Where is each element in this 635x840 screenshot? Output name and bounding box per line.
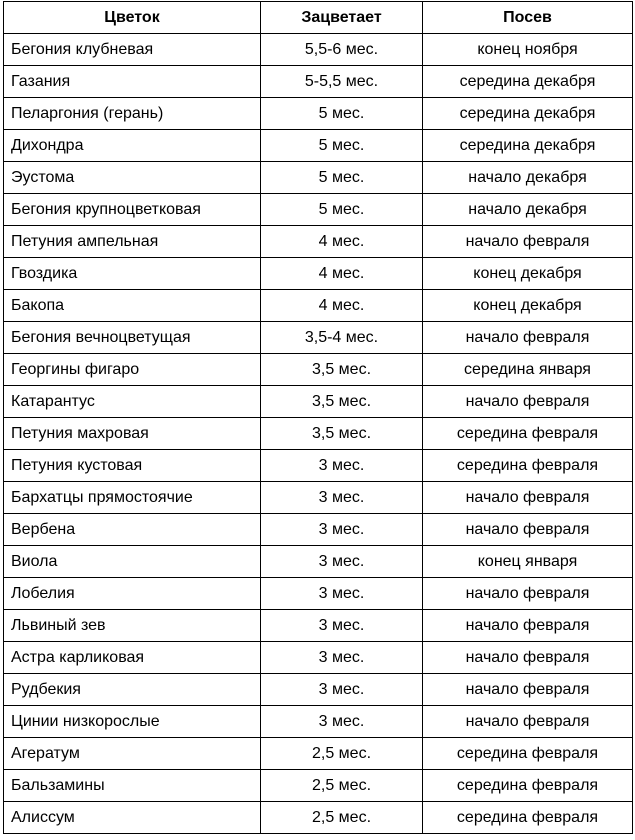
- flower-name-cell: Виола: [4, 546, 261, 578]
- table-row: [4, 610, 633, 642]
- sowing-time-cell: конец ноября: [423, 34, 633, 66]
- sowing-time-cell: начало февраля: [423, 514, 633, 546]
- table-row: [4, 354, 633, 386]
- table-row: [4, 546, 633, 578]
- table-row: [4, 738, 633, 770]
- table-row: [4, 98, 633, 130]
- flower-name-cell: Алиссум: [4, 802, 261, 834]
- bloom-time-cell: 3 мес.: [261, 482, 423, 514]
- table-row: [4, 482, 633, 514]
- sowing-time-cell: начало февраля: [423, 706, 633, 738]
- table-row: [4, 322, 633, 354]
- flower-name-cell: Пеларгония (герань): [4, 98, 261, 130]
- flower-name-cell: Вербена: [4, 514, 261, 546]
- bloom-time-cell: 5-5,5 мес.: [261, 66, 423, 98]
- bloom-time-cell: 3,5-4 мес.: [261, 322, 423, 354]
- bloom-time-cell: 4 мес.: [261, 290, 423, 322]
- sowing-time-cell: начало декабря: [423, 162, 633, 194]
- bloom-time-cell: 2,5 мес.: [261, 770, 423, 802]
- flower-name-cell: Бегония клубневая: [4, 34, 261, 66]
- flower-name-cell: Бархатцы прямостоячие: [4, 482, 261, 514]
- bloom-time-cell: 5 мес.: [261, 162, 423, 194]
- sowing-time-cell: середина января: [423, 354, 633, 386]
- bloom-time-cell: 3,5 мес.: [261, 418, 423, 450]
- table-header-row: [4, 2, 633, 34]
- bloom-time-cell: 3,5 мес.: [261, 354, 423, 386]
- table-row: [4, 642, 633, 674]
- sowing-time-cell: середина февраля: [423, 418, 633, 450]
- bloom-time-cell: 4 мес.: [261, 258, 423, 290]
- flower-name-cell: Эустома: [4, 162, 261, 194]
- flower-name-cell: Катарантус: [4, 386, 261, 418]
- sowing-time-cell: середина февраля: [423, 770, 633, 802]
- sowing-time-cell: начало февраля: [423, 578, 633, 610]
- sowing-time-cell: начало декабря: [423, 194, 633, 226]
- table-row: [4, 66, 633, 98]
- bloom-time-cell: 3 мес.: [261, 706, 423, 738]
- flower-name-cell: Бегония вечноцветущая: [4, 322, 261, 354]
- table-row: [4, 226, 633, 258]
- header-flower: Цветок: [4, 2, 261, 34]
- flower-name-cell: Рудбекия: [4, 674, 261, 706]
- flower-name-cell: Дихондра: [4, 130, 261, 162]
- bloom-time-cell: 5 мес.: [261, 130, 423, 162]
- bloom-time-cell: 4 мес.: [261, 226, 423, 258]
- table-row: [4, 450, 633, 482]
- table-row: [4, 290, 633, 322]
- sowing-time-cell: середина декабря: [423, 130, 633, 162]
- sowing-time-cell: начало февраля: [423, 482, 633, 514]
- table-body: [4, 34, 633, 834]
- sowing-time-cell: начало февраля: [423, 386, 633, 418]
- flower-sowing-table: [3, 1, 633, 834]
- sowing-time-cell: начало февраля: [423, 610, 633, 642]
- bloom-time-cell: 5 мес.: [261, 194, 423, 226]
- header-sowing: Посев: [423, 2, 633, 34]
- flower-name-cell: Петуния кустовая: [4, 450, 261, 482]
- bloom-time-cell: 5,5-6 мес.: [261, 34, 423, 66]
- bloom-time-cell: 3 мес.: [261, 546, 423, 578]
- table-row: [4, 34, 633, 66]
- bloom-time-cell: 3 мес.: [261, 674, 423, 706]
- table-row: [4, 386, 633, 418]
- flower-name-cell: Бегония крупноцветковая: [4, 194, 261, 226]
- sowing-time-cell: середина декабря: [423, 66, 633, 98]
- flower-name-cell: Гвоздика: [4, 258, 261, 290]
- bloom-time-cell: 3 мес.: [261, 642, 423, 674]
- sowing-time-cell: середина декабря: [423, 98, 633, 130]
- sowing-time-cell: середина февраля: [423, 450, 633, 482]
- sowing-time-cell: конец января: [423, 546, 633, 578]
- sowing-time-cell: конец декабря: [423, 290, 633, 322]
- table-row: [4, 162, 633, 194]
- table-row: [4, 258, 633, 290]
- bloom-time-cell: 2,5 мес.: [261, 738, 423, 770]
- table-row: [4, 578, 633, 610]
- sowing-time-cell: начало февраля: [423, 322, 633, 354]
- flower-name-cell: Агератум: [4, 738, 261, 770]
- flower-name-cell: Петуния ампельная: [4, 226, 261, 258]
- table-row: [4, 770, 633, 802]
- bloom-time-cell: 2,5 мес.: [261, 802, 423, 834]
- bloom-time-cell: 3 мес.: [261, 514, 423, 546]
- bloom-time-cell: 3 мес.: [261, 610, 423, 642]
- header-blooms: Зацветает: [261, 2, 423, 34]
- bloom-time-cell: 5 мес.: [261, 98, 423, 130]
- sowing-time-cell: конец декабря: [423, 258, 633, 290]
- bloom-time-cell: 3 мес.: [261, 450, 423, 482]
- table-row: [4, 514, 633, 546]
- flower-name-cell: Георгины фигаро: [4, 354, 261, 386]
- table-row: [4, 802, 633, 834]
- flower-name-cell: Львиный зев: [4, 610, 261, 642]
- table-row: [4, 674, 633, 706]
- table-row: [4, 130, 633, 162]
- table-row: [4, 194, 633, 226]
- flower-name-cell: Цинии низкорослые: [4, 706, 261, 738]
- sowing-time-cell: середина февраля: [423, 802, 633, 834]
- flower-name-cell: Бальзамины: [4, 770, 261, 802]
- sowing-time-cell: середина февраля: [423, 738, 633, 770]
- flower-name-cell: Бакопа: [4, 290, 261, 322]
- flower-name-cell: Лобелия: [4, 578, 261, 610]
- sowing-time-cell: начало февраля: [423, 226, 633, 258]
- flower-name-cell: Газания: [4, 66, 261, 98]
- flower-name-cell: Астра карликовая: [4, 642, 261, 674]
- table-row: [4, 706, 633, 738]
- flower-name-cell: Петуния махровая: [4, 418, 261, 450]
- sowing-time-cell: начало февраля: [423, 642, 633, 674]
- bloom-time-cell: 3 мес.: [261, 578, 423, 610]
- bloom-time-cell: 3,5 мес.: [261, 386, 423, 418]
- sowing-time-cell: начало февраля: [423, 674, 633, 706]
- table-row: [4, 418, 633, 450]
